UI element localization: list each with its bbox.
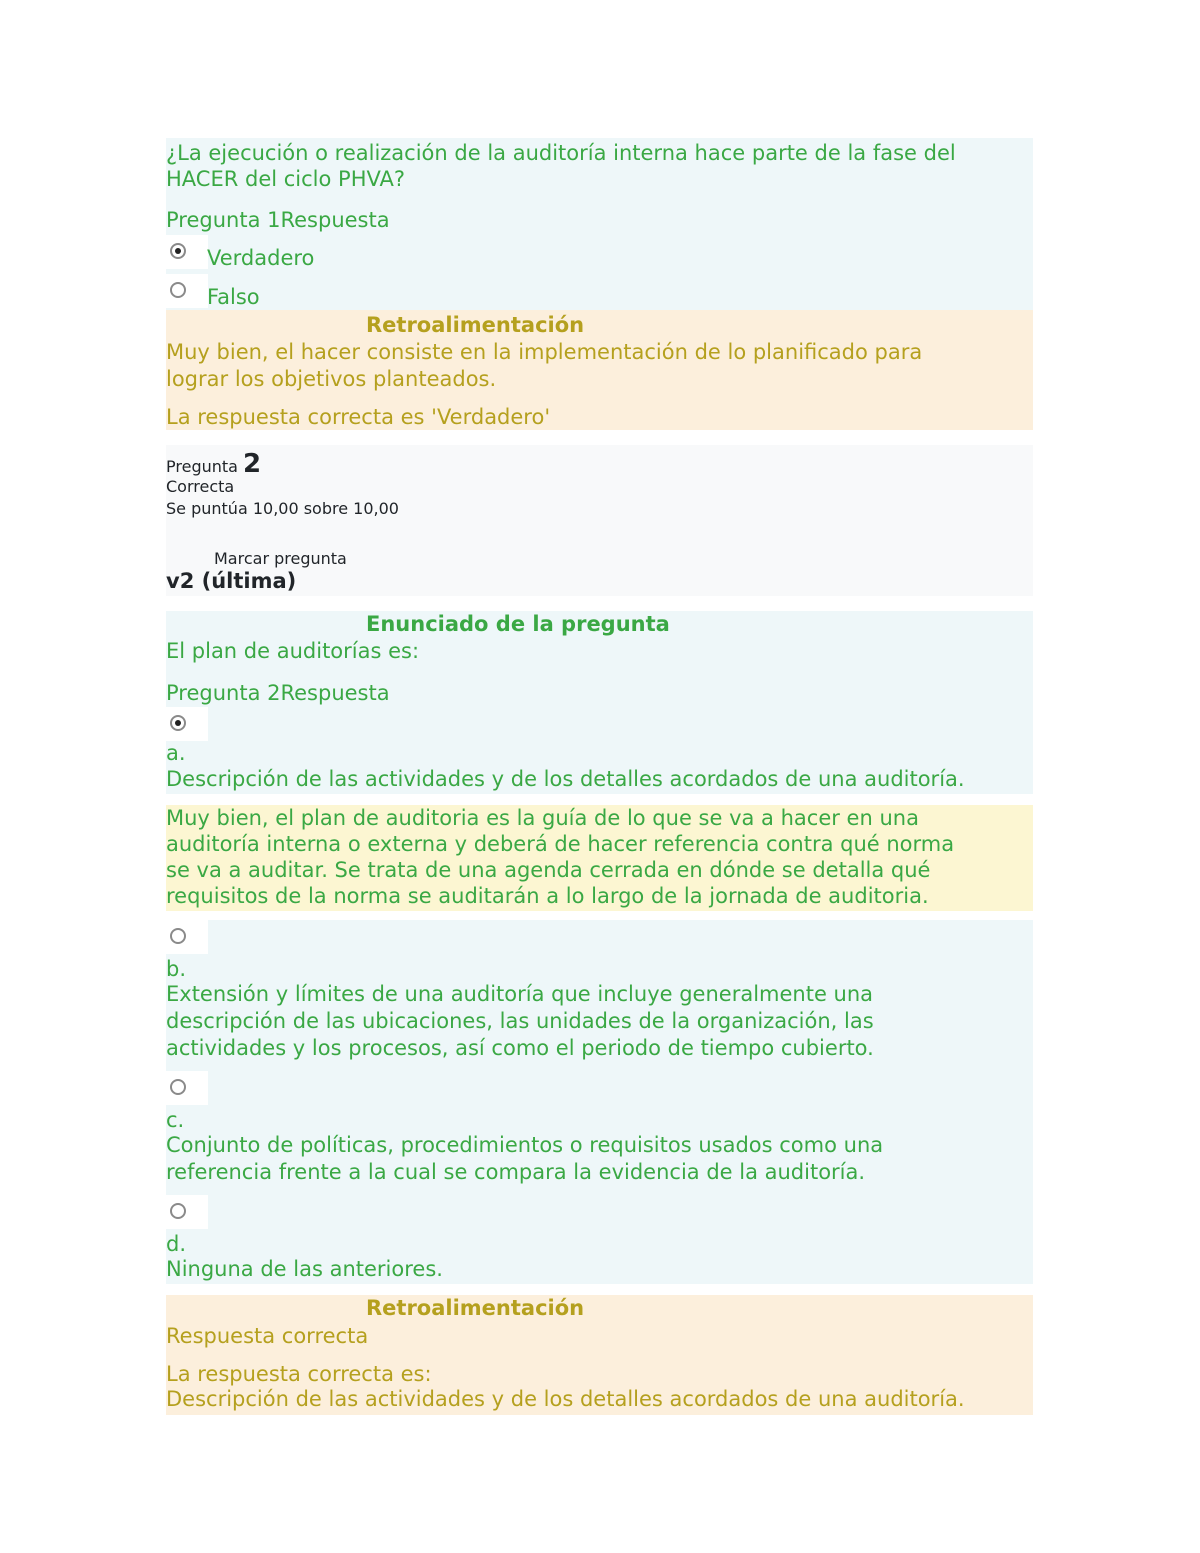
feedback-1-block bbox=[166, 310, 1033, 430]
option-c-text-line2[interactable]: referencia frente a la cual se compara la evidencia de la auditoría. bbox=[166, 1160, 866, 1184]
feedback-2-title: Retroalimentación bbox=[366, 1296, 585, 1320]
option-c-letter[interactable]: c. bbox=[166, 1108, 185, 1132]
question-1-text-line1: ¿La ejecución o realización de la auditoría interna hace parte de la fase del bbox=[166, 141, 956, 165]
feedback-1-title: Retroalimentación bbox=[366, 313, 585, 337]
option-a-feedback bbox=[166, 805, 1033, 911]
radio-falso[interactable] bbox=[170, 282, 186, 298]
option-a-feedback-line3: se va a auditar. Se trata de una agenda cerrada en dónde se detalla qué bbox=[166, 858, 931, 882]
question-state: Correcta bbox=[166, 477, 235, 496]
feedback-1-line1: Muy bien, el hacer consiste en la implementación de lo planificado para bbox=[166, 340, 923, 364]
option-verdadero[interactable] bbox=[166, 235, 208, 269]
question-prefix: Pregunta bbox=[166, 457, 238, 476]
question-2-header: Enunciado de la pregunta bbox=[366, 612, 670, 636]
radio-b[interactable] bbox=[170, 928, 186, 944]
option-c-text-line1[interactable]: Conjunto de políticas, procedimientos o requisitos usados como una bbox=[166, 1133, 884, 1157]
option-a-feedback-line1: Muy bien, el plan de auditoria es la guía de lo que se va a hacer en una bbox=[166, 806, 919, 830]
question-2-text: El plan de auditorías es: bbox=[166, 639, 420, 663]
radio-a[interactable] bbox=[170, 715, 186, 731]
option-c[interactable] bbox=[166, 1071, 208, 1105]
option-b-text-line1[interactable]: Extensión y límites de una auditoría que incluye generalmente una bbox=[166, 982, 874, 1006]
feedback-1-line2: lograr los objetivos planteados. bbox=[166, 367, 497, 391]
radio-c[interactable] bbox=[170, 1079, 186, 1095]
flag-question-link[interactable]: Marcar pregunta bbox=[214, 549, 347, 568]
feedback-2-line3: Descripción de las actividades y de los detalles acordados de una auditoría. bbox=[166, 1387, 965, 1411]
question-1-block bbox=[166, 138, 1033, 310]
question-number-value: 2 bbox=[243, 449, 262, 479]
question-grade: Se puntúa 10,00 sobre 10,00 bbox=[166, 499, 399, 518]
radio-d[interactable] bbox=[170, 1203, 186, 1219]
option-b-text-line2[interactable]: descripción de las ubicaciones, las unidades de la organización, las bbox=[166, 1009, 874, 1033]
option-b[interactable] bbox=[166, 920, 208, 954]
option-a-text[interactable]: Descripción de las actividades y de los detalles acordados de una auditoría. bbox=[166, 767, 965, 791]
option-d-letter[interactable]: d. bbox=[166, 1232, 187, 1256]
option-falso-label[interactable]: Falso bbox=[207, 285, 260, 309]
option-b-letter[interactable]: b. bbox=[166, 957, 187, 981]
question-version: v2 (última) bbox=[166, 569, 297, 593]
option-verdadero-label[interactable]: Verdadero bbox=[207, 246, 315, 270]
feedback-1-correct: La respuesta correcta es 'Verdadero' bbox=[166, 405, 551, 429]
question-1-text-line2: HACER del ciclo PHVA? bbox=[166, 167, 406, 191]
option-a-letter[interactable]: a. bbox=[166, 741, 186, 765]
question-2-block bbox=[166, 611, 1033, 794]
feedback-2-block bbox=[166, 1295, 1033, 1415]
question-2-options-rest bbox=[166, 920, 1033, 1284]
question-2-answer-label: Pregunta 2Respuesta bbox=[166, 681, 390, 705]
radio-verdadero[interactable] bbox=[170, 243, 186, 259]
feedback-2-line1: Respuesta correcta bbox=[166, 1324, 369, 1348]
option-d[interactable] bbox=[166, 1195, 208, 1229]
option-b-text-line3[interactable]: actividades y los procesos, así como el periodo de tiempo cubierto. bbox=[166, 1036, 874, 1060]
option-a-feedback-line2: auditoría interna o externa y deberá de hacer referencia contra qué norma bbox=[166, 832, 955, 856]
option-a[interactable] bbox=[166, 707, 208, 741]
feedback-2-line2: La respuesta correcta es: bbox=[166, 1362, 432, 1386]
question-1-answer-label: Pregunta 1Respuesta bbox=[166, 208, 390, 232]
question-2-info bbox=[166, 445, 1033, 596]
option-falso[interactable] bbox=[166, 274, 208, 308]
option-d-text[interactable]: Ninguna de las anteriores. bbox=[166, 1257, 443, 1281]
option-a-feedback-line4: requisitos de la norma se auditarán a lo largo de la jornada de auditoria. bbox=[166, 884, 929, 908]
